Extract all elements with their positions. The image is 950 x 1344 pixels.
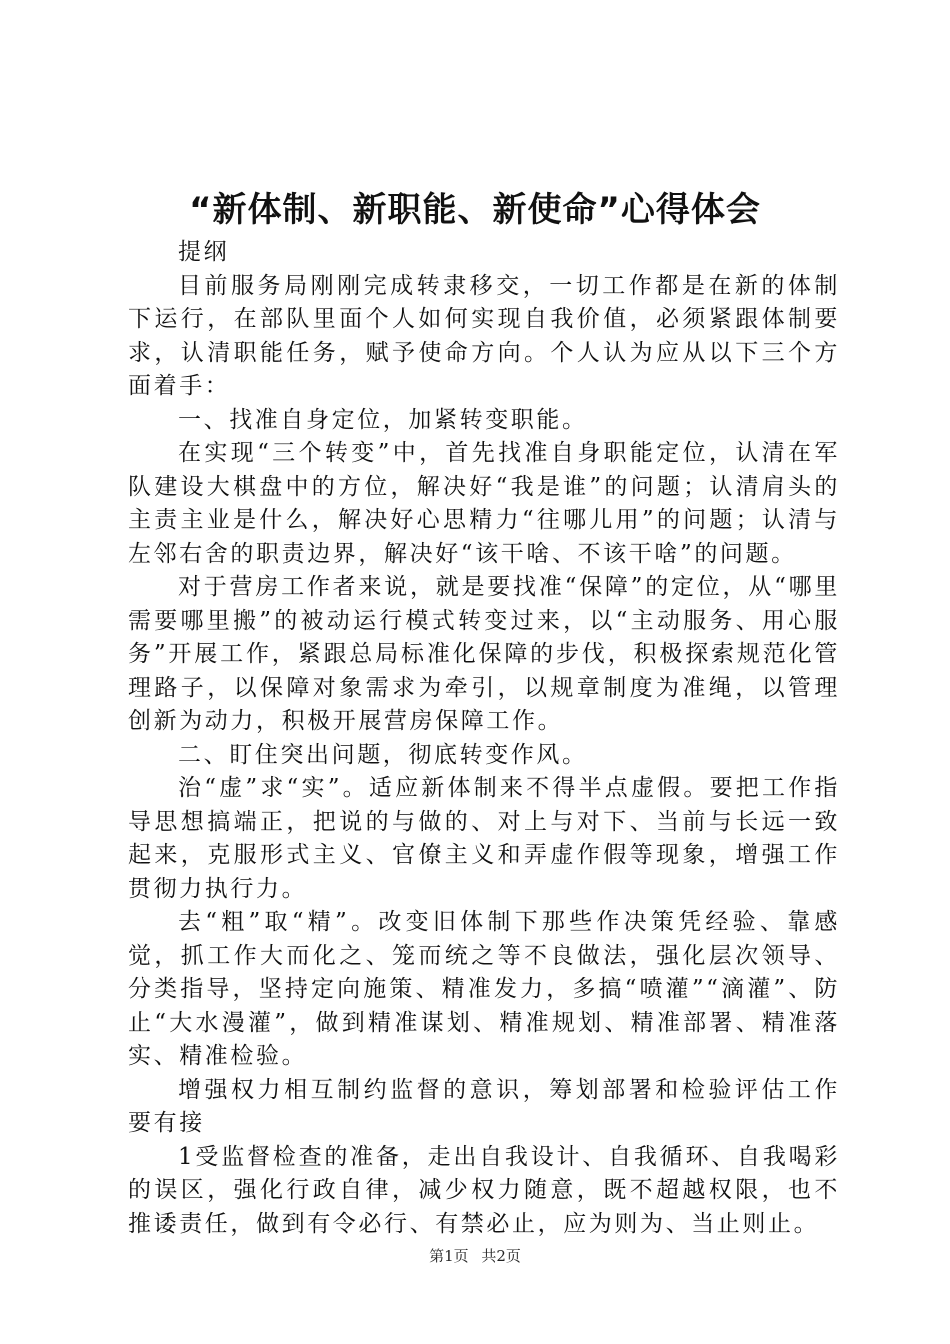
paragraph-section-2-point-1: 治“虚”求“实”。适应新体制来不得半点虚假。要把工作指导思想搞端正，把说的与做的、对上与对下、当前与长远一致起来，克服形式主义、官僚主义和弄虚作假等现象，增强工作贯彻力执行力。	[128, 775, 840, 902]
document-body	[128, 236, 840, 1241]
paragraph-section-2-point-2: 去“粗”取“精”。改变旧体制下那些作决策凭经验、靠感觉，抓工作大而化之、笼而统之等不良做法，强化层次领导、分类指导，坚持定向施策、精准发力，多搞“喷灌”“滴灌”、防止“大水漫灌”，做到精准谋划、精准规划、精准部署、精准落实、精准检验。	[128, 909, 840, 1069]
paragraph-section-1-body: 在实现“三个转变”中，首先找准自身职能定位，认清在军队建设大棋盘中的方位，解决好“我是谁”的问题；认清肩头的主责主业是什么，解决好心思精力“往哪儿用”的问题；认清与左邻右舍的职责边界，解决好“该干啥、不该干啥”的问题。	[128, 440, 840, 567]
paragraph-section-1-heading: 一、找准自身定位，加紧转变职能。	[178, 406, 588, 433]
paragraph-section-1-detail: 对于营房工作者来说，就是要找准“保障”的定位，从“哪里需要哪里搬”的被动运行模式转变过来，以“主动服务、用心服务”开展工作，紧跟总局标准化保障的步伐，积极探索规范化管理路子，以保障对象需求为牵引，以规章制度为准绳，以管理创新为动力，积极开展营房保障工作。	[128, 574, 840, 734]
paragraph-section-2-heading: 二、盯住突出问题，彻底转变作风。	[178, 741, 588, 768]
paragraph-section-2-point-3-cont: 1受监督检查的准备，走出自我设计、自我循环、自我喝彩的误区，强化行政自律，减少权力随意，既不超越权限，也不推诿责任，做到有令必行、有禁必止，应为则为、当止则止。	[128, 1143, 840, 1237]
page-number: 第1页	[429, 1247, 469, 1265]
paragraph-section-2-point-3: 增强权力相互制约监督的意识，筹划部署和检验评估工作要有接	[128, 1076, 840, 1136]
document-title: “新体制、新职能、新使命”心得体会	[189, 190, 761, 230]
page-total: 共2页	[481, 1247, 521, 1265]
paragraph-outline-heading: 提纲	[178, 239, 230, 265]
page-footer	[0, 1244, 950, 1268]
paragraph-intro: 目前服务局刚刚完成转隶移交，一切工作都是在新的体制下运行，在部队里面个人如何实现自我价值，必须紧跟体制要求，认清职能任务，赋予使命方向。个人认为应从以下三个方面着手：	[128, 272, 840, 399]
